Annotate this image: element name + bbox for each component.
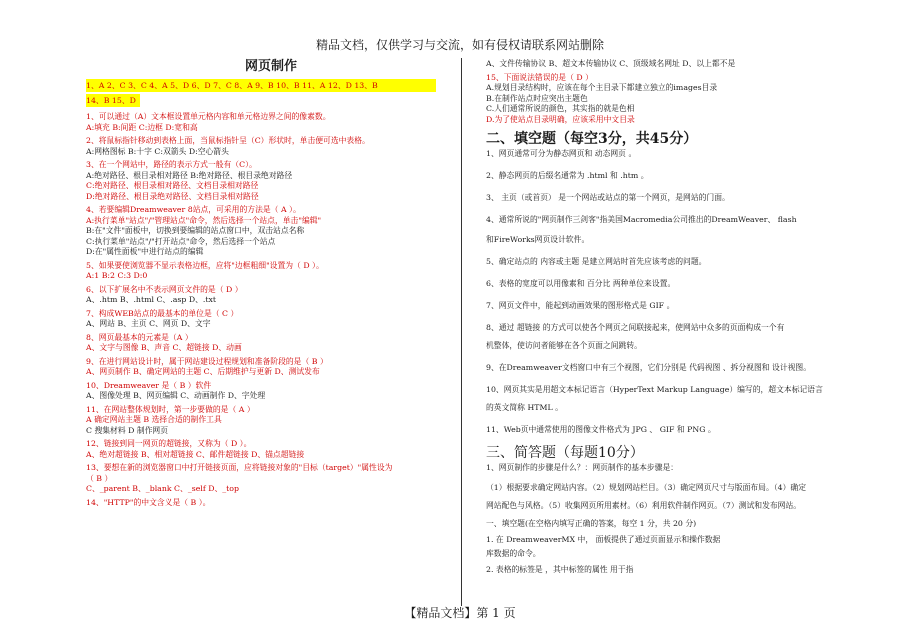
text-line: 2、静态网页的后缀名通常为 .html 和 .htm 。 bbox=[486, 171, 649, 180]
answer-key-line-1: 1、A 2、C 3、C 4、A 5、D 6、D 7、C 8、A 9、B 10、B 11、A 12、D 13、B bbox=[86, 79, 436, 92]
left-column bbox=[86, 60, 456, 509]
text-line: （1）根据要求确定网站内容。（2）规划网站栏目。（3）确定网页尺寸与版面布局。（4）确定 bbox=[486, 483, 807, 492]
text-line: 和FireWorks网页设计软件。 bbox=[486, 235, 590, 244]
text-line: C 搜集材料 D 制作网页 bbox=[86, 425, 169, 435]
text-line: A、文件传输协议 B、超文本传输协议 C、顶级域名网址 D、以上都不是 bbox=[486, 59, 736, 68]
text-line: 库数据的命令。 bbox=[486, 549, 541, 558]
column-divider bbox=[461, 58, 462, 606]
text-line: 机整体，使访问者能够在各个页面之间跳转。 bbox=[486, 341, 642, 350]
text-line: C:执行菜单"站点"/"打开站点"命令，然后选择一个站点 bbox=[86, 236, 276, 246]
text-line: A:执行菜单"站点"/"管理站点"命令，然后选择一个站点，单击"编辑" bbox=[86, 215, 322, 225]
text-line: 1、网页制作的步骤是什么？：网页制作的基本步骤是： bbox=[486, 463, 679, 472]
text-line: 2、将鼠标指针移动到表格上面，当鼠标指针呈（C）形状时，单击便可选中表格。 bbox=[86, 136, 370, 145]
document-title: 网页制作 bbox=[244, 59, 297, 74]
text-line: 11、Web页中通常使用的图像文件格式为 JPG 、 GIF 和 PNG 。 bbox=[486, 425, 716, 434]
text-line: 7、构成WEB站点的最基本的单位是（ C ） bbox=[86, 308, 239, 318]
page-header: 精品文档，仅供学习与交流，如有侵权请联系网站删除 bbox=[315, 38, 604, 52]
text-line: （ B ） bbox=[86, 473, 113, 483]
text-line: A、网站 B、主页 C、网页 D、文字 bbox=[86, 319, 211, 328]
page-footer: 【精品文档】第 1 页 bbox=[404, 606, 516, 620]
section-short-heading: 三、简答题（每题10分） bbox=[486, 445, 644, 461]
text-line: 一、填空题(在空格内填写正确的答案，每空 1 分，共 20 分) bbox=[486, 519, 697, 528]
text-line: C、_parent B、_blank C、_self D、_top bbox=[86, 484, 239, 493]
text-line: 5、确定站点的 内容或主题 是建立网站时首先应该考虑的问题。 bbox=[486, 257, 707, 266]
question-15-block bbox=[486, 60, 841, 126]
text-line: A:1 B:2 C:3 D:0 bbox=[86, 271, 148, 280]
text-line: 6、表格的宽度可以用像素和 百分比 两种单位来设置。 bbox=[486, 279, 676, 288]
text-line: 10、网页其实是用超文本标记语言（HyperText Markup Language）编写的，超文本标记语言 bbox=[486, 385, 823, 394]
text-line: A、.htm B、.html C、.asp D、.txt bbox=[86, 295, 217, 304]
fill-in-list bbox=[486, 150, 841, 438]
text-line: 12、链接到同一网页的超链接，又称为（ D ）。 bbox=[86, 439, 252, 448]
text-line: B:在"文件"面板中，切换到要编辑的站点窗口中，双击站点名称 bbox=[86, 226, 305, 235]
text-line: 1、可以通过（A）文本框设置单元格内容和单元格边界之间的像素数。 bbox=[86, 112, 331, 121]
text-line: 11、在网站整体规划时，第一步要做的是（ A ） bbox=[86, 404, 255, 414]
text-line: 2. 表格的标签是 ，其中标签的属性 用于指 bbox=[486, 565, 634, 574]
text-line: D:绝对路径、根目录绝对路径、文档目录相对路径 bbox=[86, 191, 259, 201]
text-line: 7、网页文件中，能起到动画效果的图形格式是 GIF 。 bbox=[486, 301, 675, 310]
text-line: 3、 主页（或首页） 是一个网站或站点的第一个网页，是网站的门面。 bbox=[486, 193, 730, 202]
text-line: D:在"属性面板"中进行站点的编辑 bbox=[86, 247, 204, 256]
text-line: 10、Dreamweaver 是（ B ）软件 bbox=[86, 380, 212, 390]
text-line: 4、通常所说的"网页制作三剑客"指美国Macromedia公司推出的DreamWeaver、 flash bbox=[486, 215, 797, 224]
text-line: 的英文简称 HTML 。 bbox=[486, 403, 563, 412]
answer-key-line-2: 14、B 15、D bbox=[86, 94, 140, 107]
text-line: 6、以下扩展名中不表示网页文件的是（ D ） bbox=[86, 284, 243, 294]
text-line: A、文字与图像 B、声音 C、超链接 D、动画 bbox=[86, 343, 242, 352]
text-line: A 确定网站主题 B 选择合适的制作工具 bbox=[86, 415, 222, 424]
text-line: C:绝对路径、根目录相对路径、文档目录相对路径 bbox=[86, 181, 259, 190]
text-line: 9、在Dreamweaver文档窗口中有三个视图，它们分别是 代码视图 、拆分视图和 设计视图。 bbox=[486, 363, 812, 372]
right-column bbox=[486, 60, 841, 578]
text-line: A:填充 B:间距 C:边框 D:宽和高 bbox=[86, 122, 198, 132]
text-line: 网站配色与风格。（5）收集网页所用素材。（6）利用软件制作网页。（7）测试和发布网站。 bbox=[486, 501, 802, 510]
text-line: 9、在进行网站设计时，属于网站建设过程规划和准备阶段的是（ B ） bbox=[86, 356, 328, 366]
text-line: D.为了使站点目录明确，应该采用中文目录 bbox=[486, 114, 635, 124]
text-line: A:绝对路径、根目录相对路径 B:绝对路径、根目录绝对路径 bbox=[86, 170, 293, 180]
text-line: A、网页制作 B、确定网站的主题 C、后期维护与更新 D、测试发布 bbox=[86, 367, 320, 376]
text-line: 14、"HTTP"的中文含义是（ B ）。 bbox=[86, 497, 211, 507]
text-line: A、图像处理 B、网页编辑 C、动画制作 D、字处理 bbox=[86, 391, 266, 400]
text-line: A.规划目录结构时，应该在每个主目录下都建立独立的images目录 bbox=[486, 83, 718, 92]
question-list bbox=[86, 113, 456, 509]
text-line: 13、要想在新的浏览器窗口中打开链接页面，应将链接对象的"目标（target）"属性设为 bbox=[86, 463, 393, 472]
text-line: B.在制作站点时应突出主题色 bbox=[486, 93, 588, 103]
text-line: 5、如果要使浏览器不显示表格边框，应将"边框粗细"设置为（ D ）。 bbox=[86, 260, 324, 270]
text-line: 8、通过 超链接 的方式可以使各个网页之间联接起来，使网站中众多的页面构成一个有 bbox=[486, 323, 785, 332]
text-line: 3、在一个网站中，路径的表示方式一般有（C）。 bbox=[86, 160, 257, 169]
text-line: 8、网页最基本的元素是（A ） bbox=[86, 332, 193, 342]
short-answer-list bbox=[486, 464, 841, 578]
section-fill-heading: 二、填空题（每空3分，共45分） bbox=[486, 131, 698, 147]
text-line: 15、下面说法错误的是（ D ） bbox=[486, 72, 593, 82]
text-line: C.人们通常所说的颜色，其实指的就是色相 bbox=[486, 104, 635, 113]
text-line: 1. 在 DreamweaverMX 中， 面板提供了通过页面显示和操作数据 bbox=[486, 535, 721, 544]
text-line: A、绝对超链接 B、相对超链接 C、邮件超链接 D、锚点超链接 bbox=[86, 449, 305, 459]
text-line: A:网格图标 B:十字 C:双箭头 D:空心箭头 bbox=[86, 146, 229, 156]
text-line: 4、若要编辑Dreamweaver 8站点，可采用的方法是（ A ）。 bbox=[86, 205, 301, 214]
text-line: 1、网页通常可分为静态网页和 动态网页 。 bbox=[486, 149, 637, 158]
